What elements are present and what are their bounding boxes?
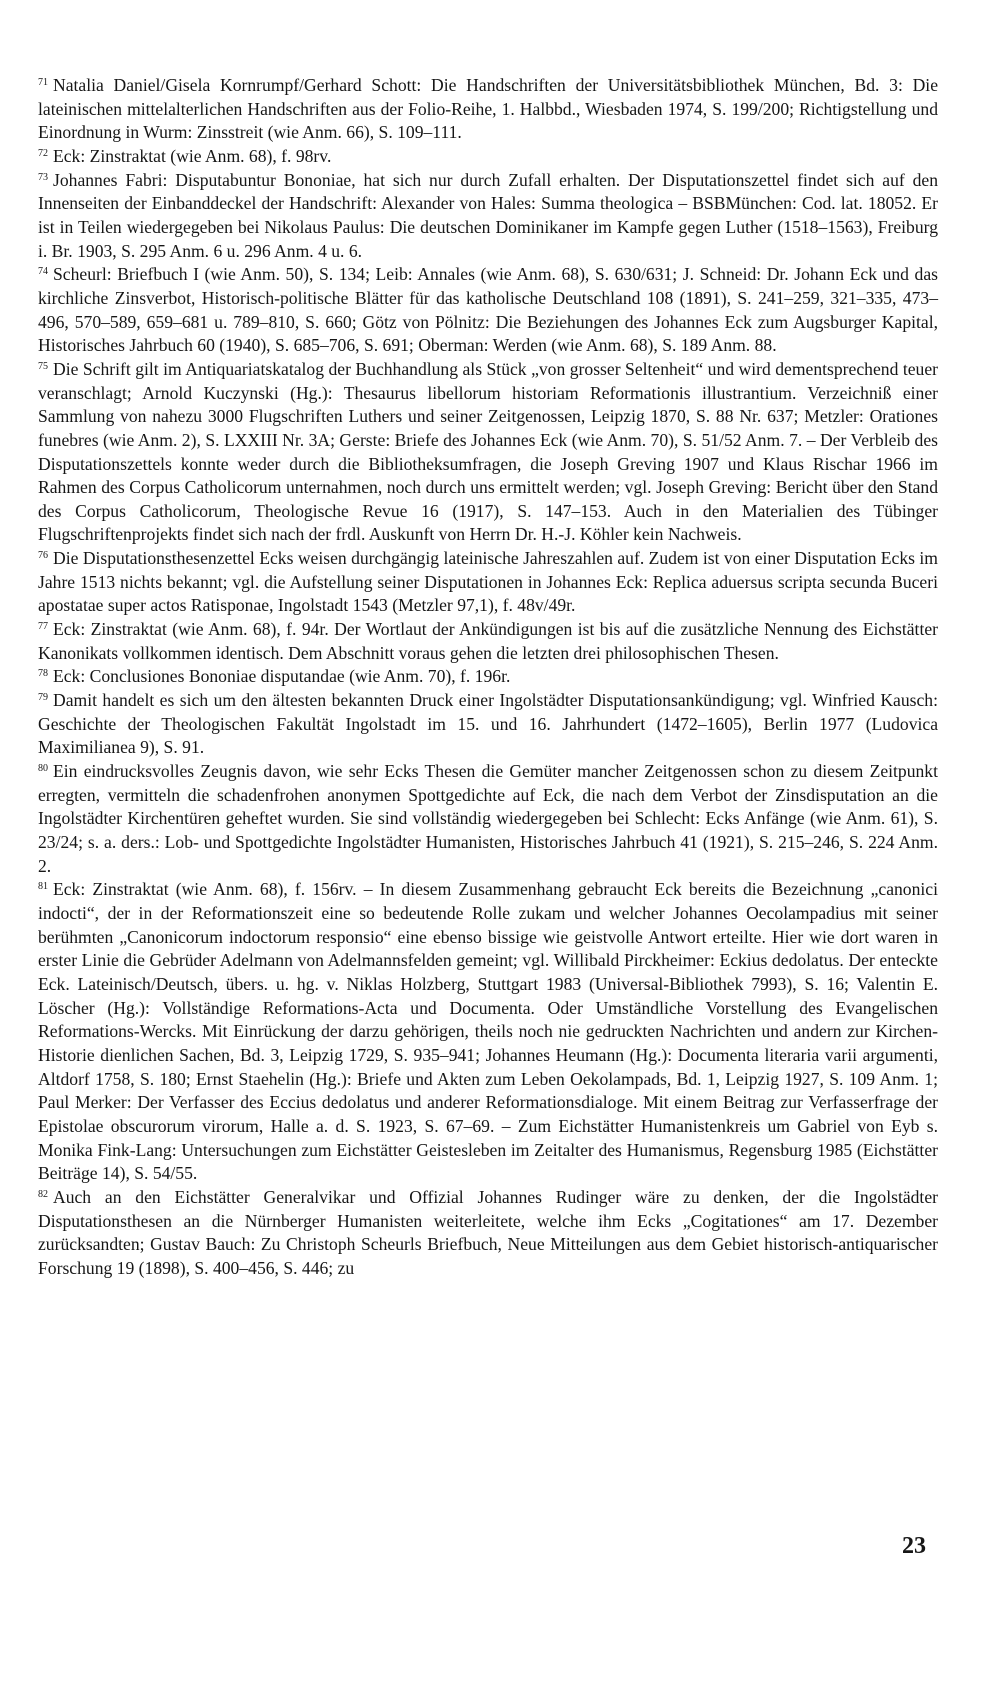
footnote-number: 71 [38, 77, 48, 88]
footnote-number: 74 [38, 266, 48, 278]
footnote-text: Natalia Daniel/Gisela Kornrumpf/Gerhard Schott: Die Handschriften der Universitätsbibliothek München, Bd. 3: Die lateinischen mittelalterlichen Handschriften aus der Folio-Reihe, 1. Halbbd., Wiesbaden 1974, S. 199/200; Richtigstellung und Einordnung in Wurm: Zinsstreit (wie Anm. 66), S. 109–111. [38, 75, 938, 143]
footnote-82 [38, 1186, 938, 1281]
footnote-text: Damit handelt es sich um den ältesten bekannten Druck einer Ingolstädter Disputationsankündigung; vgl. Winfried Kausch: Geschichte der Theologischen Fakultät Ingolstadt im 15. und 16. Jahrhundert (1472–1605), Berlin 1977 (Ludovica Maximilianea 9), S. 91. [38, 690, 938, 758]
footnote-81 [38, 878, 938, 1186]
footnote-number: 73 [38, 171, 48, 183]
footnote-text: Auch an den Eichstätter Generalvikar und Offizial Johannes Rudinger wäre zu denken, der die Ingolstädter Disputationsthesen an die Nürnberger Humanisten weiterleitete, welche ihm Ecks „Cogitationes“ am 17. Dezember zurücksandten; Gustav Bauch: Zu Christoph Scheurls Briefbuch, Neue Mitteilungen aus dem Gebiet historisch-antiquarischer Forschung 19 (1898), S. 400–456, S. 446; zu [38, 1186, 938, 1278]
footnote-71 [38, 74, 938, 145]
footnote-80 [38, 760, 938, 878]
footnote-78 [38, 665, 938, 689]
footnote-text: Scheurl: Briefbuch I (wie Anm. 50), S. 134; Leib: Annales (wie Anm. 68), S. 630/631; J. Schneid: Dr. Johann Eck und das kirchliche Zinsverbot, Historisch-politische Blätter für das katholische Deutschland 108 (1891), S. 241–259, 321–335, 473–496, 570–589, 659–681 u. 789–810, S. 660; Götz von Pölnitz: Die Beziehungen des Johannes Eck zum Augsburger Kapital, Historisches Jahrbuch 60 (1940), S. 685–706, S. 691; Oberman: Werden (wie Anm. 68), S. 189 Anm. 88. [38, 264, 938, 356]
footnote-text: Die Disputationsthesenzettel Ecks weisen durchgängig lateinische Jahreszahlen auf. Zudem ist von einer Disputation Ecks im Jahre 1513 nichts bekannt; vgl. die Aufstellung seiner Disputationen in Johannes Eck: Replica aduersus scripta secunda Buceri apostatae super actos Ratisponae, Ingolstadt 1543 (Metzler 97,1), f. 48v/49r. [38, 548, 938, 616]
footnote-74 [38, 263, 938, 358]
footnote-number: 77 [38, 621, 48, 633]
footnote-text: Eck: Zinstraktat (wie Anm. 68), f. 156rv. – In diesem Zusammenhang gebraucht Eck bereits die Bezeichnung „canonici indocti“, der in der Reformationszeit eine so bedeutende Rolle zukam und welcher Johannes Oecolampadius mit seiner berühmten „Canonicorum indoctorum responsio“ eine ebenso bissige wie geistvolle Antwort erteilte. Hier wie dort waren in erster Linie die Gebrüder Adelmann von Adelmannsfelden gemeint; vgl. Willibald Pirckheimer: Eckius dedolatus. Der enteckte Eck. Lateinisch/Deutsch, übers. u. hg. v. Niklas Holzberg, Stuttgart 1983 (Universal-Bibliothek 7993), S. 16; Valentin E. Löscher (Hg.): Vollständige Reformations-Acta und Documenta. Oder Umständliche Vorstellung des Evangelischen Reformations-Wercks. Mit Einrückung der darzu gehörigen, theils noch nie gedruckten Nachrichten und andern zur Kirchen-Historie dienlichen Sachen, Bd. 3, Leipzig 1729, S. 935–941; Johannes Heumann (Hg.): Documenta literaria varii argumenti, Altdorf 1758, S. 180; Ernst Staehelin (Hg.): Briefe und Akten zum Leben Oekolampads, Bd. 1, Leipzig 1927, S. 109 Anm. 1; Paul Merker: Der Verfasser des Eccius dedolatus und anderer Reformationsdialoge. Mit einem Beitrag zur Verfasserfrage der Epistolae obscurorum virorum, Halle a. d. S. 1923, S. 67–69. – Zum Eichstätter Humanistenkreis um Gabriel von Eyb s. Monika Fink-Lang: Untersuchungen zum Eichstätter Geistesleben im Zeitalter des Humanismus, Regensburg 1985 (Eichstätter Beiträge 14), S. 54/55. [38, 879, 938, 1184]
footnote-text: Ein eindrucksvolles Zeugnis davon, wie sehr Ecks Thesen die Gemüter mancher Zeitgenossen schon zu diesem Zeitpunkt erregten, vermitteln die schadenfrohen anonymen Spottgedichte auf Eck, die nach dem Verbot der Zinsdisputation an die Ingolstädter Kirchentüren geheftet wurden. Sie sind vollständig wiedergegeben bei Schlecht: Ecks Anfänge (wie Anm. 61), S. 23/24; s. a. ders.: Lob- und Spottgedichte Ingolstädter Humanisten, Historisches Jahrbuch 41 (1921), S. 215–246, S. 224 Anm. 2. [38, 761, 938, 876]
footnote-number: 76 [38, 550, 48, 562]
footnote-number: 82 [38, 1188, 48, 1200]
footnote-text: Johannes Fabri: Disputabuntur Bononiae, hat sich nur durch Zufall erhalten. Der Disputationszettel findet sich auf den Innenseiten der Einbanddeckel der Handschrift: Alexander von Hales: Summa theologica – BSBMünchen: Cod. lat. 18052. Er ist in Teilen wiedergegeben bei Nikolaus Paulus: Die deutschen Dominikaner im Kampfe gegen Luther (1518–1563), Freiburg i. Br. 1903, S. 295 Anm. 6 u. 296 Anm. 4 u. 6. [38, 169, 938, 261]
footnote-76 [38, 547, 938, 618]
footnotes-block [38, 74, 938, 1280]
footnote-75 [38, 358, 938, 547]
footnote-79 [38, 689, 938, 760]
footnote-73 [38, 169, 938, 264]
footnote-text: Die Schrift gilt im Antiquariatskatalog der Buchhandlung als Stück „von grosser Seltenheit“ und wird dementsprechend teuer veranschlagt; Arnold Kuczynski (Hg.): Thesaurus libellorum historiam Reformationis illustrantium. Verzeichniß einer Sammlung von nahezu 3000 Flugschriften Luthers und seiner Zeitgenossen, Leipzig 1870, S. 88 Nr. 637; Metzler: Orationes funebres (wie Anm. 2), S. LXXIII Nr. 3A; Gerste: Briefe des Johannes Eck (wie Anm. 70), S. 51/52 Anm. 7. – Der Verbleib des Disputationszettels konnte weder durch die Bibliotheksumfragen, die Joseph Greving 1907 und Klaus Rischar 1966 im Rahmen des Corpus Catholicorum unternahmen, noch durch uns ermittelt werden; vgl. Joseph Greving: Bericht über den Stand des Corpus Catholicorum, Theologische Revue 16 (1917), S. 147–153. Auch in den Materialien des Tübinger Flugschriftenprojekts findet sich nach der frdl. Auskunft von Herrn Dr. H.-J. Köhler kein Nachweis. [38, 358, 938, 545]
footnote-text: Eck: Zinstraktat (wie Anm. 68), f. 98rv. [53, 145, 332, 166]
footnote-number: 75 [38, 360, 48, 372]
footnote-number: 78 [38, 668, 48, 680]
footnote-number: 72 [38, 147, 48, 159]
footnote-number: 79 [38, 692, 48, 704]
footnote-number: 81 [38, 881, 48, 893]
footnote-text: Eck: Zinstraktat (wie Anm. 68), f. 94r. Der Wortlaut der Ankündigungen ist bis auf die zusätzliche Nennung des Eichstätter Kanonikats vollkommen identisch. Dem Abschnitt voraus gehen die letzten drei philosophischen Thesen. [38, 619, 938, 663]
footnote-number: 80 [38, 763, 48, 775]
footnote-text: Eck: Conclusiones Bononiae disputandae (wie Anm. 70), f. 196r. [53, 666, 511, 687]
footnote-72 [38, 145, 938, 169]
footnote-77 [38, 618, 938, 665]
page-number: 23 [902, 1533, 926, 1559]
